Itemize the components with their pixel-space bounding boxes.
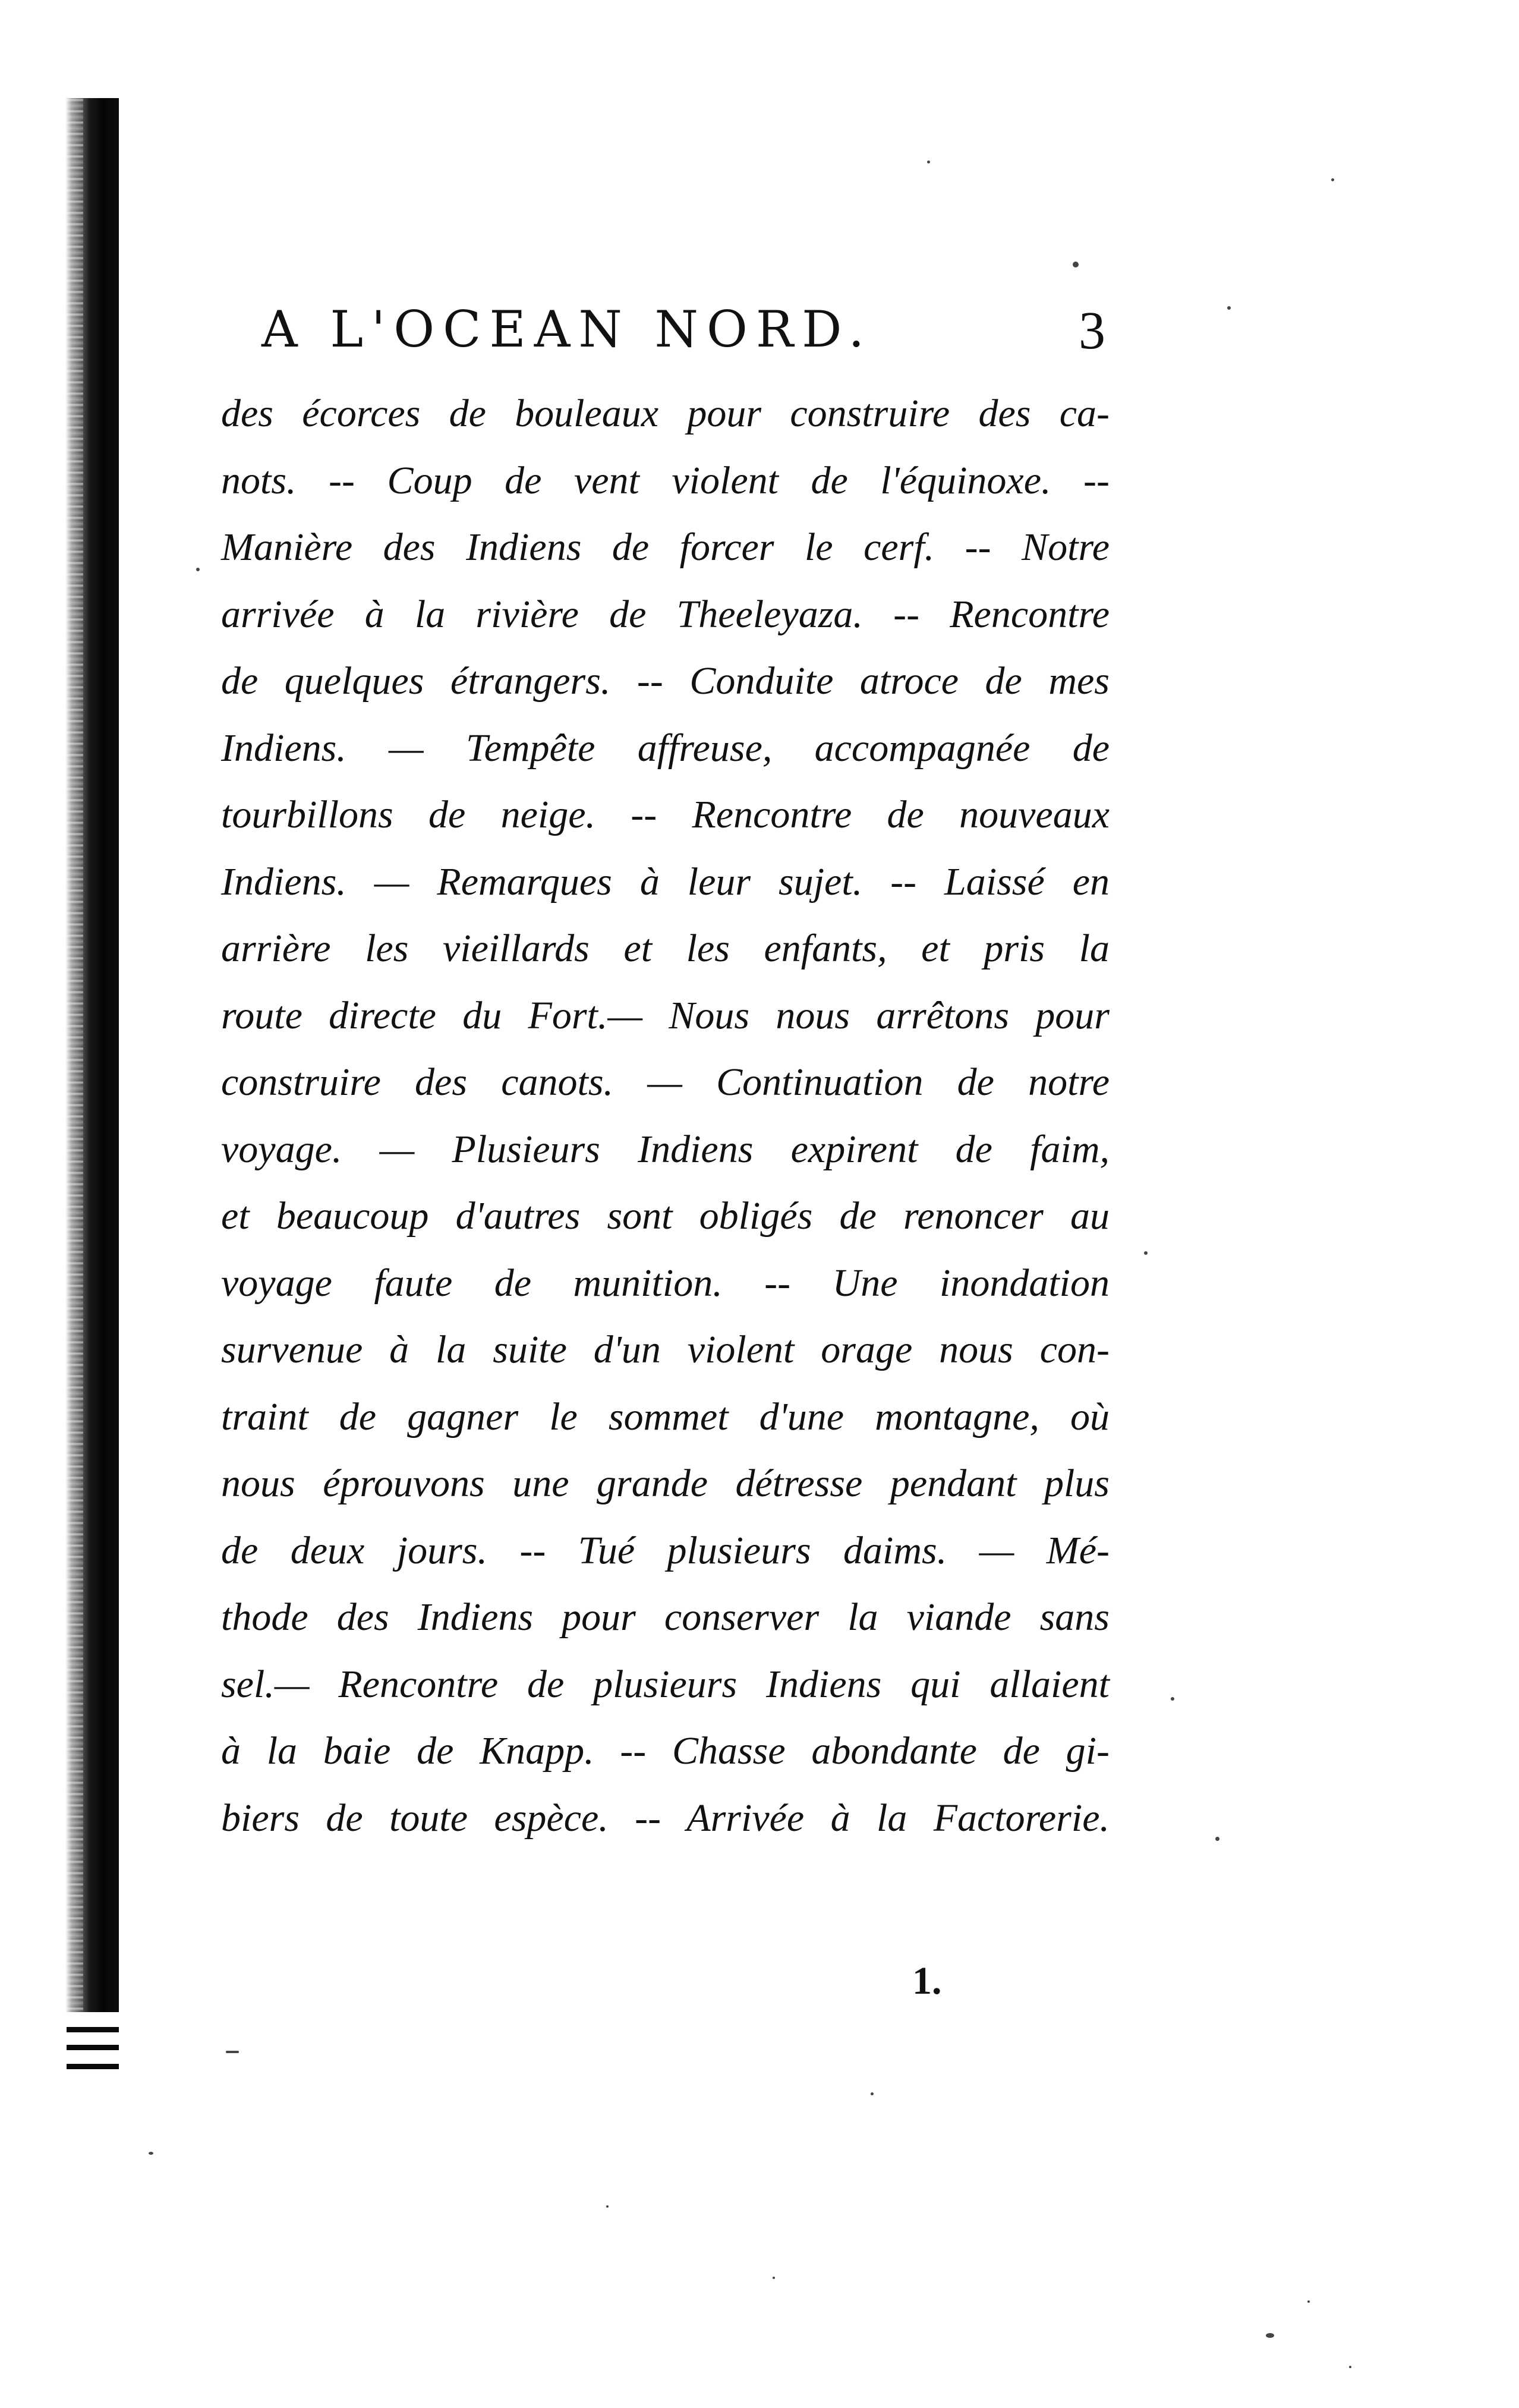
text-line: et beaucoup d'autres sont obligés de renoncer au [221,1194,1110,1238]
scan-speck [1349,2366,1351,2368]
scan-speck [1227,306,1231,310]
signature-mark: 1. [912,1959,942,2003]
text-line: nots. -- Coup de vent violent de l'équinoxe. -- [221,458,1110,502]
text-line: survenue à la suite d'un violent orage nous con- [221,1328,1110,1371]
binding-texture [59,98,83,2012]
scan-speck [1171,1697,1174,1701]
scan-speck [226,2051,239,2053]
text-line: à la baie de Knapp. -- Chasse abondante de gi- [221,1729,1110,1773]
text-line: de deux jours. -- Tué plusieurs daims. — Mé- [221,1528,1110,1572]
text-line: biers de toute espèce. -- Arrivée à la Factorerie. [221,1796,1110,1840]
scan-speck [196,568,200,571]
scan-speck [1266,2333,1274,2338]
scan-speck [773,2277,775,2279]
text-line: voyage. — Plusieurs Indiens expirent de faim, [221,1127,1110,1171]
text-line: thode des Indiens pour conserver la viande sans [221,1595,1110,1639]
text-line: des écorces de bouleaux pour construire des ca- [221,392,1110,435]
text-line: nous éprouvons une grande détresse pendant plus [221,1462,1110,1505]
text-line: voyage faute de munition. -- Une inondation [221,1261,1110,1305]
text-line: de quelques étrangers. -- Conduite atroce de mes [221,659,1110,703]
text-line: traint de gagner le sommet d'une montagne, où [221,1395,1110,1438]
running-head-title: A L'OCEAN NORD. [261,300,873,358]
text-line: arrivée à la rivière de Theeleyaza. -- Rencontre [221,592,1110,636]
text-line: Indiens. — Remarques à leur sujet. -- Laissé en [221,860,1110,904]
scan-speck [1073,262,1079,267]
text-line: route directe du Fort.— Nous nous arrêtons pour [221,993,1110,1037]
text-line: Indiens. — Tempête affreuse, accompagnée de [221,726,1110,770]
scan-speck [1331,178,1334,181]
scan-speck [606,2205,609,2208]
scan-speck [1215,1837,1219,1841]
page-number: 3 [1079,301,1105,360]
scan-speck [149,2152,153,2155]
scan-speck [927,160,930,163]
binding-mark [67,2045,119,2050]
text-line: arrière les vieillards et les enfants, et pris la [221,927,1110,970]
scan-speck [1307,2300,1310,2303]
text-line: Manière des Indiens de forcer le cerf. -- Notre [221,525,1110,569]
chapter-summary [221,380,1110,1852]
text-line: construire des canots. — Continuation de notre [221,1060,1110,1104]
text-line: sel.— Rencontre de plusieurs Indiens qui allaient [221,1662,1110,1706]
scan-speck [1144,1251,1148,1255]
binding-mark [67,2027,119,2032]
running-head [261,300,1105,366]
binding-mark [67,2064,119,2069]
scan-speck [871,2092,874,2095]
text-line: tourbillons de neige. -- Rencontre de nouveaux [221,793,1110,836]
